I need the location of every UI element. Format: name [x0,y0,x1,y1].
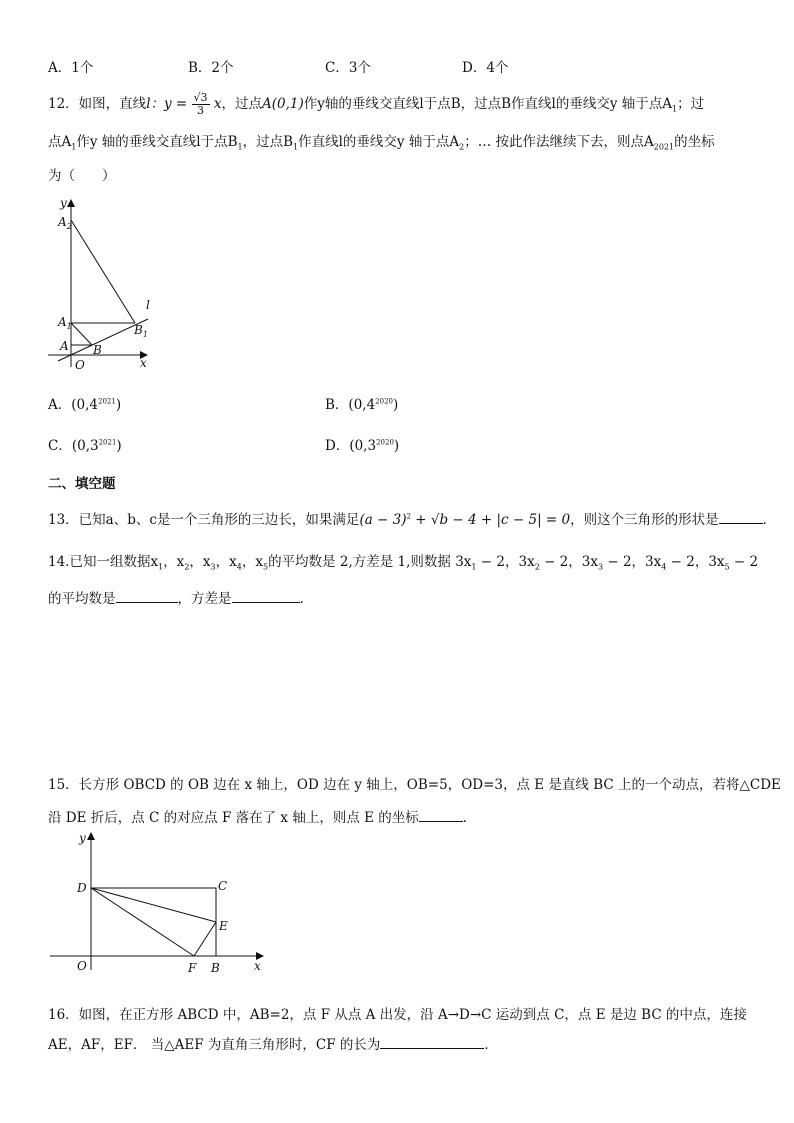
q15-answer-blank[interactable] [419,807,463,822]
q15-label-o: O [77,959,87,973]
q12-line-2 [48,130,715,152]
q11-option-d: D．4个 [462,60,509,76]
q12-label-o: O [75,358,85,372]
q12-line2-e-sub: 2021 [653,142,675,152]
q12-label-a: A [60,339,69,353]
q12-line-1 [48,92,704,117]
q15-rectangle [91,888,216,956]
q15-line-1: 15．长方形 OBCD 的 OB 边在 x 轴上，OD 边在 y 轴上，OB=5，OD=3，点 E 是直线 BC 上的一个动点，若将△CDE [48,777,781,793]
q12-eq-prefix: ：y = [150,96,188,112]
q12-label-l: l [146,298,150,312]
q14-line-2: 的平均数是 ，方差是 . [48,587,304,607]
q12-line2-d: 作直线l的垂线交y 轴于点A [298,134,460,150]
q12-segment-b1a2 [71,220,135,323]
q12-line2-b: 作y 轴的垂线交直线l于点B [76,134,238,150]
q11-option-b: B．2个 [188,60,234,76]
q12-point-a: A(0,1) [261,96,304,112]
q12-figure [44,195,174,375]
q15-label-c: C [218,879,228,893]
q12-label-x: x [140,356,147,370]
q12-l-label: l [146,96,151,112]
q12-option-c: C．$(0,3^{2021})$ [48,438,122,454]
q15-label-e: E [219,919,228,933]
q15-figure [48,830,278,980]
q16-answer-blank[interactable] [380,1034,484,1049]
q15-segment-fe [194,922,216,956]
q13: 13．已知a、b、c是一个三角形的三边长，如果满足$(a - 3)^2 + √b - 4 + |c - 5| = 0$，则这个三角形的形状是 ． [48,508,776,528]
q15-label-y: y [79,831,86,845]
q12-option-d: D．$(0,3^{2020})$ [325,438,400,454]
section-fill-in-heading: 二、填空题 [48,476,116,492]
q12-label-y: y [60,196,67,210]
q11-option-a: A．1个 [48,60,94,76]
q12-text2-sub: 1 [672,104,678,114]
q12-option-b: B．$(0,4^{2020})$ [325,397,399,413]
q12-text2: 作y轴的垂线交直线l于点B，过点B作直线l的垂线交y 轴于点A [303,96,673,112]
q15-label-x: x [254,959,261,973]
q14-variance-blank[interactable] [232,588,300,603]
q13-answer-blank[interactable] [719,509,763,524]
q12-line-3: 为（ ） [48,168,116,184]
q15-label-b: B [211,961,220,975]
q12-line2-a: 点A [48,134,72,150]
q12-eq-suffix: x [213,96,222,112]
q12-frac-den: 3 [197,104,205,117]
q12-line2-e: ；… 按此作法继续下去，则点A [464,134,654,150]
q12-line2-c-sub: 1 [293,142,299,152]
q12-text1: ，过点 [221,96,262,112]
q12-line2-a-sub: 1 [71,142,77,152]
q16-line-2: AE，AF，EF． 当△AEF 为直角三角形时，CF 的长为 ． [48,1033,498,1053]
q12-option-a: A．$(0,4^{2021})$ [48,397,122,413]
q12-frac-num: √3 [193,91,208,104]
q12-text2-end: ；过 [677,96,705,112]
q14-mean-blank[interactable] [116,588,178,603]
q12-line2-f: 的坐标 [674,134,715,150]
q14-line-1: 14.已知一组数据$x_1$，$x_2$，$x_3$，$x_4$，$x_5$的平均数是 2,方差是 1,则数据 $3x_1 - 2$，$3x_2 - 2$，$3x_3 - 2$，$3x_4 - 2$，$3x_5 - 2$ [48,554,759,572]
q12-line2-d-sub: 2 [459,142,465,152]
q16-line-1: 16．如图，在正方形 ABCD 中，AB=2，点 F 从点 A 出发，沿 A→D→C 运动到点 C，点 E 是边 BC 的中点，连接 [48,1007,747,1023]
q12-label-b1: $B_1$ [134,323,148,339]
q12-line2-b-sub: 1 [237,142,243,152]
q11-option-c: C．3个 [325,60,371,76]
q15-label-d: D [77,881,87,895]
q12-line2-c: ，过点B [242,134,294,150]
q12-label-b: B [93,343,102,357]
q12-number: 12．如图，直线 [48,96,147,112]
q15-segment-de [91,888,216,922]
q12-segment-ba1 [71,323,92,345]
q12-fraction [192,92,210,117]
q15-segment-df [91,888,194,956]
q15-line-2: 沿 DE 折后，点 C 的对应点 F 落在了 x 轴上，则点 E 的坐标 ． [48,806,476,826]
q12-label-a1: $A_1$ [58,315,72,331]
q15-label-f: F [188,961,197,975]
q12-label-a2: $A_2$ [58,215,72,231]
